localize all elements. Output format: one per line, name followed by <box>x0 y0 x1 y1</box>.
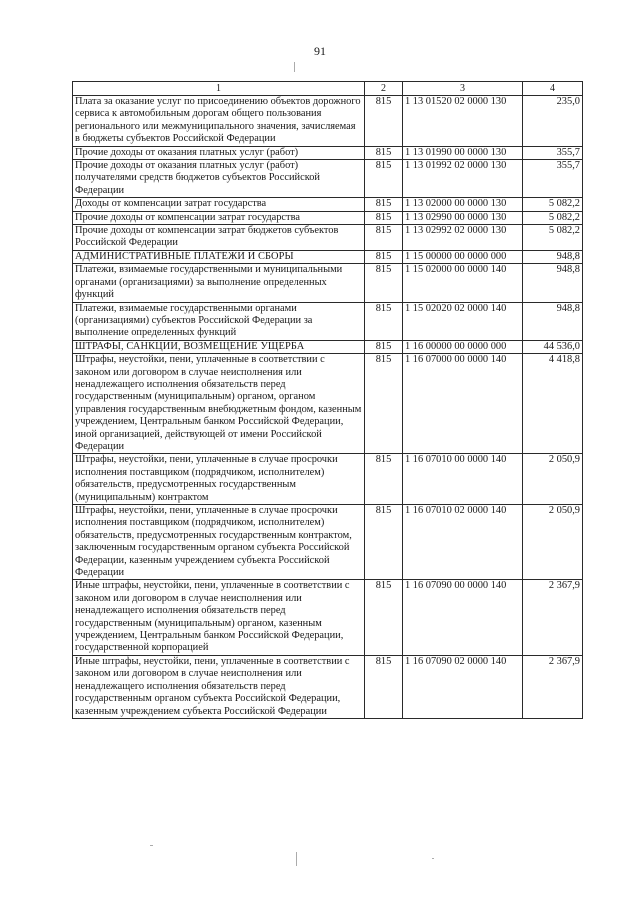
table-row <box>73 580 583 655</box>
table-row <box>73 505 583 580</box>
name-cell: Прочие доходы от оказания платных услуг (работ) получателями средств бюджетов субъектов Российской Федерации <box>73 160 365 198</box>
name-cell: Платежи, взимаемые государственными органами (организациями) субъектов Российской Федерации за выполнение определенных функций <box>73 302 365 340</box>
name-cell: Штрафы, неустойки, пени, уплаченные в случае просрочки исполнения поставщиком (подрядчиком, исполнителем) обязательств, предусмотренных государственным (муниципальным) контрактом <box>73 454 365 505</box>
table-row <box>73 354 583 454</box>
admin-code-cell: 815 <box>365 354 403 454</box>
table-row <box>73 146 583 159</box>
name-cell: Прочие доходы от оказания платных услуг (работ) <box>73 146 365 159</box>
table-row <box>73 302 583 340</box>
table-row-section <box>73 250 583 263</box>
amount-cell: 5 082,2 <box>523 225 583 251</box>
amount-cell: 948,8 <box>523 264 583 302</box>
admin-code-cell: 815 <box>365 340 403 353</box>
budget-code-cell: 1 16 07000 00 0000 140 <box>403 354 523 454</box>
budget-code-cell: 1 16 00000 00 0000 000 <box>403 340 523 353</box>
scan-artifact <box>296 852 297 866</box>
budget-code-cell: 1 13 02990 00 0000 130 <box>403 211 523 224</box>
table-row <box>73 198 583 211</box>
amount-cell: 2 050,9 <box>523 505 583 580</box>
table-row <box>73 225 583 251</box>
scan-artifact <box>150 845 153 846</box>
name-cell: Платежи, взимаемые государственными и муниципальными органами (организациями) за выполнение определенных функций <box>73 264 365 302</box>
header-row <box>73 82 583 96</box>
budget-code-cell: 1 16 07010 00 0000 140 <box>403 454 523 505</box>
name-cell: Иные штрафы, неустойки, пени, уплаченные в соответствии с законом или договором в случае неисполнения или ненадлежащего исполнения обязательств перед государственным органом субъекта Российской Федерации, казенным учреждением субъекта Российской Федерации <box>73 655 365 718</box>
admin-code-cell: 815 <box>365 96 403 147</box>
name-cell: ШТРАФЫ, САНКЦИИ, ВОЗМЕЩЕНИЕ УЩЕРБА <box>73 340 365 353</box>
table-row <box>73 96 583 147</box>
admin-code-cell: 815 <box>365 264 403 302</box>
budget-code-cell: 1 15 00000 00 0000 000 <box>403 250 523 263</box>
amount-cell: 5 082,2 <box>523 211 583 224</box>
name-cell: Иные штрафы, неустойки, пени, уплаченные в соответствии с законом или договором в случае неисполнения или ненадлежащего исполнения обязательств перед государственным (муниципальным) органом, казенным учреждением, Центральным банком Российской Федерации, государственной корпорацией <box>73 580 365 655</box>
amount-cell: 355,7 <box>523 146 583 159</box>
budget-code-cell: 1 13 02000 00 0000 130 <box>403 198 523 211</box>
name-cell: Плата за оказание услуг по присоединению объектов дорожного сервиса к автомобильным дорогам общего пользования регионального или межмуниципального значения, зачисляемая в бюджеты субъектов Российской Федерации <box>73 96 365 147</box>
name-cell: Прочие доходы от компенсации затрат бюджетов субъектов Российской Федерации <box>73 225 365 251</box>
table-row <box>73 655 583 718</box>
budget-code-cell: 1 13 01990 00 0000 130 <box>403 146 523 159</box>
table-row <box>73 160 583 198</box>
page-number: 91 <box>314 44 326 58</box>
budget-code-cell: 1 15 02020 02 0000 140 <box>403 302 523 340</box>
name-cell: Штрафы, неустойки, пени, уплаченные в случае просрочки исполнения поставщиком (подрядчиком, исполнителем) обязательств, предусмотренных государственным контрактом, заключенным государственным органом субъекта Российской Федерации, казенным учреждением субъекта Российской Федерации <box>73 505 365 580</box>
admin-code-cell: 815 <box>365 454 403 505</box>
budget-code-cell: 1 15 02000 00 0000 140 <box>403 264 523 302</box>
admin-code-cell: 815 <box>365 580 403 655</box>
admin-code-cell: 815 <box>365 250 403 263</box>
budget-code-cell: 1 16 07090 02 0000 140 <box>403 655 523 718</box>
amount-cell: 948,8 <box>523 250 583 263</box>
budget-code-cell: 1 13 01992 02 0000 130 <box>403 160 523 198</box>
header-col-4: 4 <box>523 82 583 96</box>
table-row <box>73 264 583 302</box>
admin-code-cell: 815 <box>365 211 403 224</box>
scan-artifact <box>432 858 434 859</box>
header-col-2: 2 <box>365 82 403 96</box>
name-cell: Штрафы, неустойки, пени, уплаченные в соответствии с законом или договором в случае неисполнения или ненадлежащего исполнения обязательств перед государственным (муниципальным) органом, органом управления государственным внебюджетным фондом, казенным учреждением, Центральным банком Российской Федерации, иной организацией, действующей от имени Российской Федерации <box>73 354 365 454</box>
name-cell: АДМИНИСТРАТИВНЫЕ ПЛАТЕЖИ И СБОРЫ <box>73 250 365 263</box>
budget-code-cell: 1 13 02992 02 0000 130 <box>403 225 523 251</box>
header-col-1: 1 <box>73 82 365 96</box>
admin-code-cell: 815 <box>365 160 403 198</box>
amount-cell: 235,0 <box>523 96 583 147</box>
table-row <box>73 454 583 505</box>
admin-code-cell: 815 <box>365 302 403 340</box>
name-cell: Доходы от компенсации затрат государства <box>73 198 365 211</box>
amount-cell: 2 050,9 <box>523 454 583 505</box>
admin-code-cell: 815 <box>365 505 403 580</box>
header-col-3: 3 <box>403 82 523 96</box>
revenue-table <box>72 81 583 719</box>
amount-cell: 4 418,8 <box>523 354 583 454</box>
amount-cell: 948,8 <box>523 302 583 340</box>
admin-code-cell: 815 <box>365 225 403 251</box>
budget-code-cell: 1 13 01520 02 0000 130 <box>403 96 523 147</box>
amount-cell: 2 367,9 <box>523 580 583 655</box>
amount-cell: 44 536,0 <box>523 340 583 353</box>
budget-code-cell: 1 16 07010 02 0000 140 <box>403 505 523 580</box>
scan-artifact <box>294 62 295 72</box>
table-body <box>73 96 583 719</box>
budget-code-cell: 1 16 07090 00 0000 140 <box>403 580 523 655</box>
amount-cell: 2 367,9 <box>523 655 583 718</box>
table-row-section <box>73 340 583 353</box>
admin-code-cell: 815 <box>365 198 403 211</box>
name-cell: Прочие доходы от компенсации затрат государства <box>73 211 365 224</box>
table-row <box>73 211 583 224</box>
amount-cell: 355,7 <box>523 160 583 198</box>
admin-code-cell: 815 <box>365 146 403 159</box>
admin-code-cell: 815 <box>365 655 403 718</box>
amount-cell: 5 082,2 <box>523 198 583 211</box>
